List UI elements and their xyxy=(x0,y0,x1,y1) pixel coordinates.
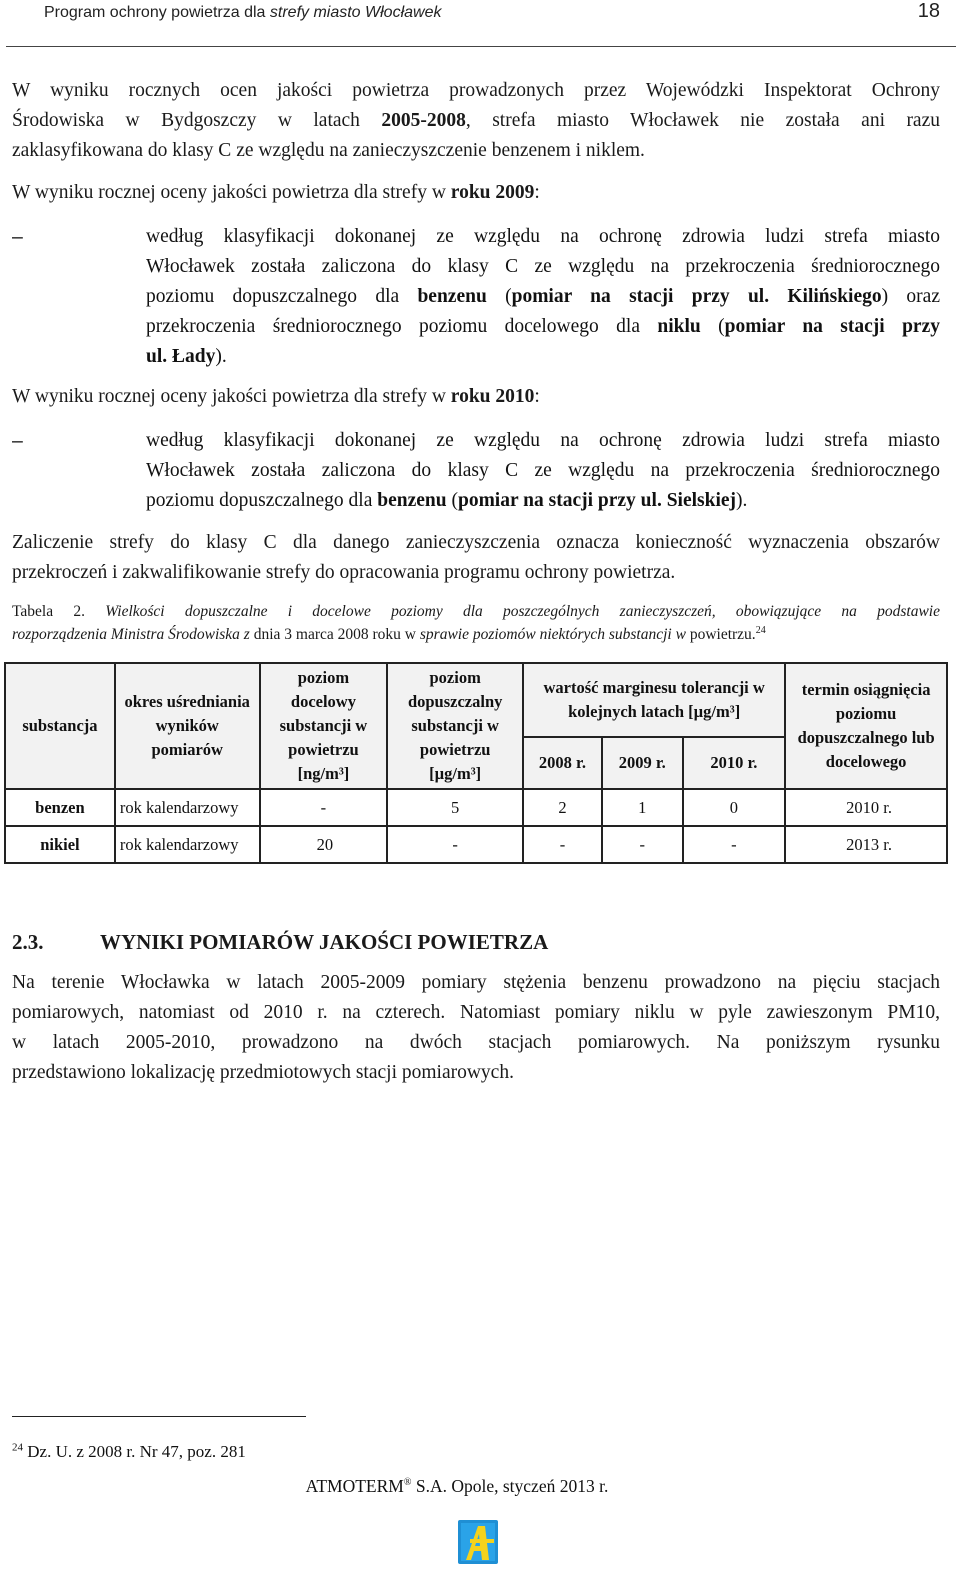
table-caption: Tabela 2. Wielkości dopuszczalne i docelowe poziomy dla poszczególnych zanieczyszczeń, obowiązujące na podstawie rozporządzenia Ministra Środowiska z dnia 3 marca 2008 roku w sprawie poziomów niektórych substancji w powietrzu.$^{24}$ xyxy=(12,603,940,643)
cell-period: rok kalendarzowy xyxy=(115,826,260,863)
cell-deadline: 2010 r. xyxy=(785,789,947,826)
page-number: 18 xyxy=(917,0,940,22)
paragraph-class-c: Zaliczenie strefy do klasy C dla danego zanieczyszczenia oznacza konieczność wyznaczenia obszarów przekroczeń i zakwalifikowanie strefy do opracowania programu ochrony powietrza. xyxy=(12,532,940,583)
cell-2009: - xyxy=(602,826,683,863)
cell-target: - xyxy=(260,789,388,826)
cell-limit: - xyxy=(387,826,523,863)
limits-table xyxy=(4,662,948,864)
bullet-2009 xyxy=(12,222,940,372)
footnote-mark: 24 xyxy=(12,1441,23,1454)
bullet-text: według klasyfikacji dokonanej ze względu na ochronę zdrowia ludzi strefa miasto Włocławek została zaliczona do klasy C ze względu na przekroczenia średniorocznego poziomu dopuszczalnego dla benzenu (pomiar na stacji przy ul. Sielskiej). xyxy=(146,430,940,511)
cell-period: rok kalendarzowy xyxy=(115,789,260,826)
footnote-ref: 24 xyxy=(755,624,766,636)
document-title-italic: strefy miasto Włocławek xyxy=(269,4,442,21)
cell-2009: 1 xyxy=(602,789,683,826)
cell-2010: - xyxy=(683,826,786,863)
cell-2010: 0 xyxy=(683,789,786,826)
section-number: 2.3. xyxy=(12,930,44,954)
text-line: W wyniku rocznych ocen jakości powietrza prowadzonych przez Wojewódzki Inspektorat Ochrony xyxy=(12,80,940,101)
cell-target: 20 xyxy=(260,826,388,863)
table-row xyxy=(5,789,947,826)
footnote-divider xyxy=(12,1416,306,1417)
table-header-row xyxy=(5,663,947,737)
section-title: WYNIKI POMIARÓW JAKOŚCI POWIETRZA xyxy=(100,930,549,954)
cell-substance: nikiel xyxy=(5,826,115,863)
table-row xyxy=(5,826,947,863)
cell-limit: 5 xyxy=(387,789,523,826)
header-2008: 2008 r. xyxy=(523,737,602,790)
footnote: $^{24}$ Dz. U. z 2008 r. Nr 47, poz. 281 xyxy=(12,1441,246,1461)
document-title: Program ochrony powietrza dla strefy miasto Włocławek xyxy=(44,4,442,21)
year-2010: roku 2010 xyxy=(450,386,535,407)
bullet-dash: – xyxy=(12,226,23,248)
paragraph-2009-intro: W wyniku rocznej oceny jakości powietrza dla strefy w roku 2009: xyxy=(12,182,540,203)
text-line: Środowiska w Bydgoszczy w latach 2005-2008, strefa miasto Włocławek nie została ani razu xyxy=(12,110,940,131)
header-substance: substancja xyxy=(5,663,115,789)
header-margin: wartość marginesu tolerancji w kolejnych latach [µg/m³] xyxy=(523,663,785,737)
bullet-text: według klasyfikacji dokonanej ze względu na ochronę zdrowia ludzi strefa miasto Włocławek została zaliczona do klasy C ze względu na przekroczenia średniorocznego poziomu dopuszczalnego dla benzenu (pomiar na stacji przy ul. Kilińskiego) oraz przekroczenia średniorocznego poziomu docelowego dla niklu (pomiar na stacji przy ul. Łady). xyxy=(146,226,940,367)
header-2009: 2009 r. xyxy=(602,737,683,790)
header-2010: 2010 r. xyxy=(683,737,786,790)
text-line: zaklasyfikowana do klasy C ze względu na zanieczyszczenie benzenem i niklem. xyxy=(12,140,645,161)
header-divider xyxy=(6,46,956,47)
header-deadline: termin osiągnięcia poziomu dopuszczalnego lub docelowego xyxy=(785,663,947,789)
paragraph-measurements: Na terenie Włocławka w latach 2005-2009 pomiary stężenia benzenu prowadzono na pięciu stacjach pomiarowych, natomiast od 2010 r. na czterech. Natomiast pomiary niklu w pyle zawieszonym PM10, w latach 2005-2010, prowadzono na dwóch stacjach pomiarowych. Na poniższym rysunku przedstawiono lokalizację przedmiotowych stacji pomiarowych. xyxy=(12,972,940,1083)
header-target: poziom docelowy substancji w powietrzu [ng/m³] xyxy=(260,663,388,789)
paragraph-assessments xyxy=(12,76,940,166)
header-period: okres uśredniania wyników pomiarów xyxy=(115,663,260,789)
cell-2008: 2 xyxy=(523,789,602,826)
header-limit: poziom dopuszczalny substancji w powietrzu [µg/m³] xyxy=(387,663,523,789)
year-2009: roku 2009 xyxy=(450,182,535,203)
bullet-dash: – xyxy=(12,430,23,452)
bullet-2010 xyxy=(12,426,940,516)
page-footer: ATMOTERM® S.A. Opole, styczeń 2013 r. xyxy=(305,1476,609,1496)
cell-substance: benzen xyxy=(5,789,115,826)
page-header xyxy=(0,0,960,48)
paragraph-2010-intro: W wyniku rocznej oceny jakości powietrza dla strefy w roku 2010: xyxy=(12,386,540,407)
cell-deadline: 2013 r. xyxy=(785,826,947,863)
registered-mark: ® xyxy=(403,1477,412,1489)
atmoterm-logo-icon xyxy=(458,1520,498,1564)
cell-2008: - xyxy=(523,826,602,863)
company-name: ATMOTERM xyxy=(305,1476,404,1496)
